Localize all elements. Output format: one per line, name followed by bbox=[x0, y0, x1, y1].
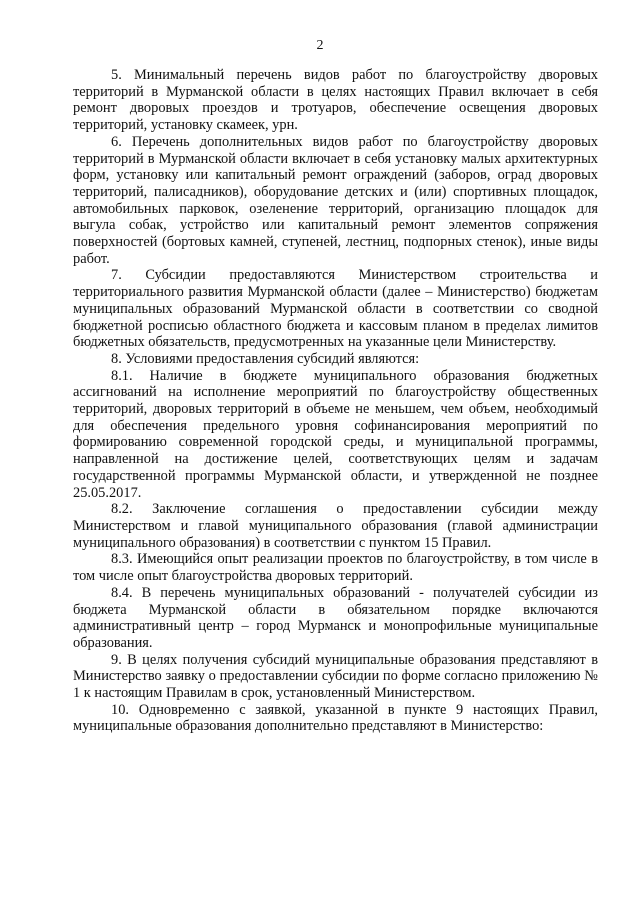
paragraph-item-7: 7. Субсидии предоставляются Министерством строительства и территориального развития Мурманской области (далее – Министерство) бюджетам муниципальных образований Мурманской области в соответствии со сводной бюджетной росписью областного бюджета и кассовым планом в пределах лимитов бюджетных обязательств, предусмотренных на указанные цели Министерству. bbox=[73, 267, 598, 351]
paragraph-item-10: 10. Одновременно с заявкой, указанной в пункте 9 настоящих Правил, муниципальные образования дополнительно представляют в Министерство: bbox=[73, 701, 598, 735]
paragraph-item-9: 9. В целях получения субсидий муниципальные образования представляют в Министерство заявку о предоставлении субсидии по форме согласно приложению № 1 к настоящим Правилам в срок, установленный Министерством. bbox=[73, 651, 598, 702]
paragraph-item-8: 8. Условиями предоставления субсидий являются: bbox=[111, 350, 420, 367]
paragraph-item-5: 5. Минимальный перечень видов работ по благоустройству дворовых территорий в Мурманской области в целях настоящих Правил включает в себя ремонт дворовых проездов и тротуаров, обеспечение освещения дворовых территорий, установку скамеек, урн. bbox=[73, 67, 598, 134]
document-body bbox=[73, 67, 598, 735]
paragraph-item-8-3: 8.3. Имеющийся опыт реализации проектов по благоустройству, в том числе в том числе опыт благоустройства дворовых территорий. bbox=[73, 551, 598, 585]
paragraph-item-6: 6. Перечень дополнительных видов работ по благоустройству дворовых территорий в Мурманской области включает в себя установку малых архитектурных форм, установку или капитальный ремонт ограждений (заборов, оград дворовых территорий, палисадников), оборудование детских и (или) спортивных площадок, автомобильных парковок, озеленение территорий, организацию площадок для выгула собак, устройство или капитальный ремонт элементов сопряжения поверхностей (бортовых камней, ступеней, лестниц, подпорных стенок), иные виды работ. bbox=[73, 133, 598, 267]
paragraph-item-8-4: 8.4. В перечень муниципальных образований - получателей субсидии из бюджета Мурманской области в обязательном порядке включаются административный центр – город Мурманск и монопрофильные муниципальные образования. bbox=[73, 584, 598, 651]
page-number: 2 bbox=[316, 38, 324, 53]
paragraph-item-8-1: 8.1. Наличие в бюджете муниципального образования бюджетных ассигнований на исполнение мероприятий по благоустройству общественных территорий, дворовых территорий в объеме не меньшем, чем объем, необходимый для обеспечения предельного уровня софинансирования мероприятий по формированию современной городской среды, и муниципальной программы, направленной на достижение целей, соответствующих целям и задачам государственной программы Мурманской области, и утвержденной не позднее 25.05.2017. bbox=[73, 367, 598, 501]
paragraph-item-8-2: 8.2. Заключение соглашения о предоставлении субсидии между Министерством и главой муниципального образования (главой администрации муниципального образования) в соответствии с пунктом 15 Правил. bbox=[73, 501, 598, 551]
